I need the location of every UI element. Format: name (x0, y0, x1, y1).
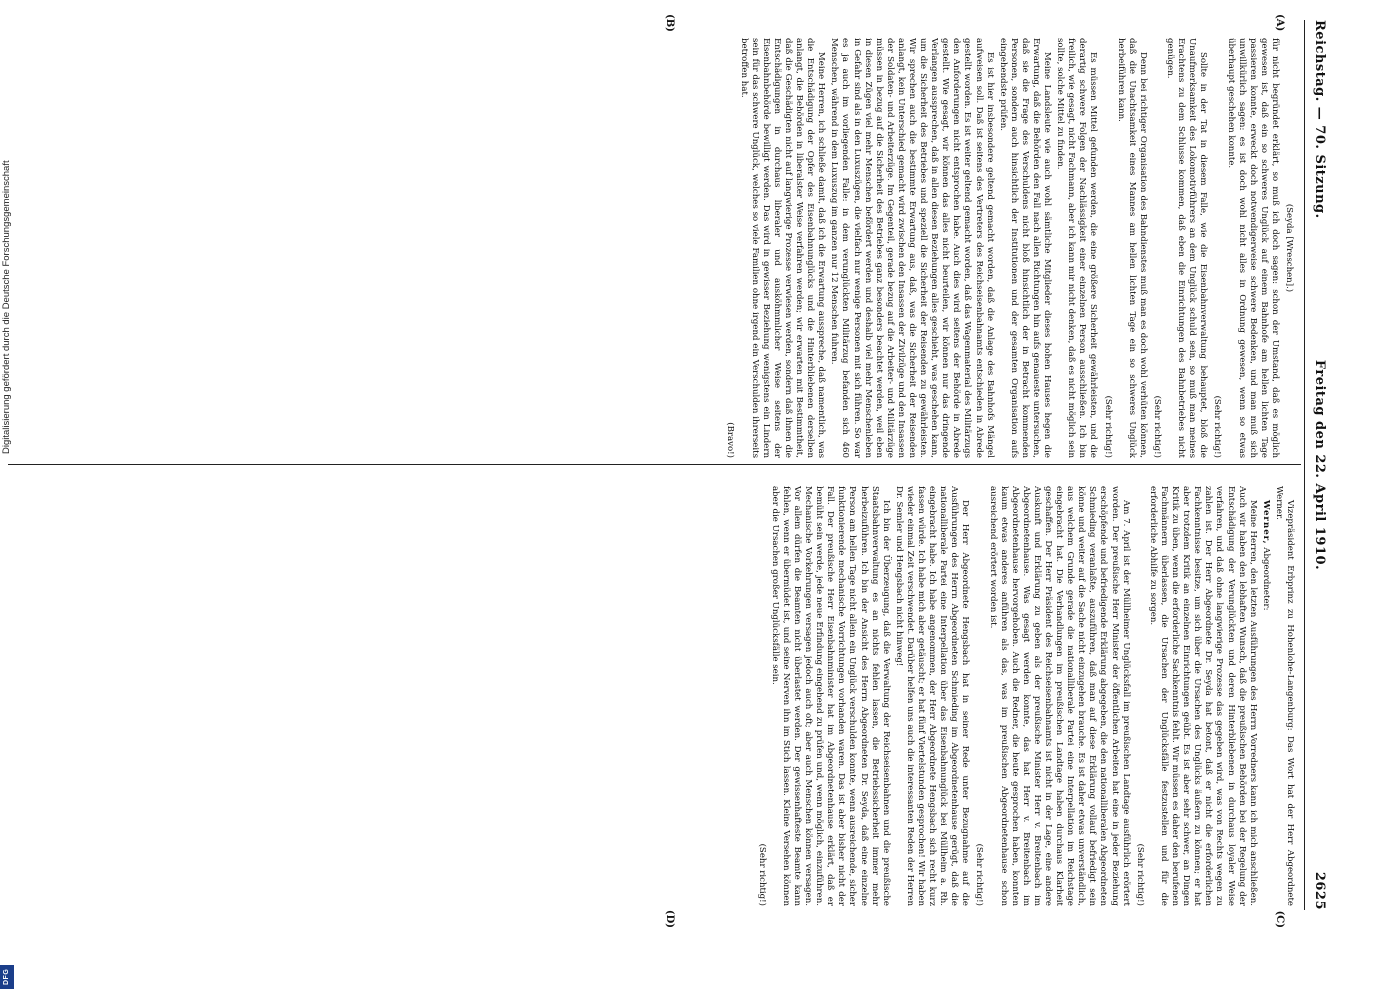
dfg-logo: DFG (0, 965, 14, 989)
reaction: (Sehr richtig!) (1102, 395, 1113, 458)
column-divider (8, 464, 1301, 465)
right-column (12, 486, 1295, 906)
right-paragraph: Am 7. April ist der Müllheimer Unglücksfall im preußischen Landtage ausführlich erörtert worden. Der preußische Herr Minister der öffentlichen Arbeiten hat eine in jeder Beziehung erschöpfende und befriedigende Erklärung abgegeben, die den nationalliberalen Abgeordneten Schmieding veranlaßte, auszuführen, daß man auf diese Erklärung vollauf befriedigt sein könne und weiter auf die Sache nicht einzugehen brauche. Es ist daher etwas unverständlich, aus welchem Grunde gerade die nationalliberale Partei eine Interpellation im Reichstage eingebracht hat. Die Verhandlungen im preußischen Landtage haben durchaus Klarheit geschaffen. Der Herr Präsident des Reichseisenbahnamts ist nicht in der Lage, eine andere Auskunft und Erklärung zu geben als der preußische Minister Herr v. Breitenbach im Abgeordnetenhause. Was gesagt werden konnte, das hat Herr v. Breitenbach im Abgeordnetenhause hervorgehoben. Auch die Redner, die heute gesprochen haben, konnten kaum etwas anderes anführen als das, was im preußischen Abgeordnetenhause schon ausreichend erörtert worden ist. (987, 486, 1131, 906)
margin-mark-b: (B) (664, 14, 675, 32)
right-paragraph: Meine Herren, den letzten Ausführungen des Herrn Vorredners kann ich mich anschließen. Auch wir haben den lebhaften Wunsch, daß die preußischen Behörden bei der Regelung der Entschädigung der Verunglückten und deren Hinterbliebenen in durchaus loyaler Weise verfahren, und daß ohne langwierige Prozesse das gegeben wird, was von Rechts wegen zu zahlen ist. Der Herr Abgeordnete Dr. Seyda hat betont, daß er nicht die erforderlichen Fachkenntnisse besitze, um sich über die Ursachen des Unglücks äußern zu können; er hat aber trotzdem Kritik an einzelnen Einrichtungen geübt. Es ist aber sehr schwer, an Dingen Kritik zu üben, wenn die erforderliche Sachkenntnis fehlt. Wir müssen es daher den berufenen Fachmännern überlassen, die Ursachen der Unglücksfälle festzustellen und für die erforderliche Abhilfe zu sorgen. (1147, 486, 1258, 906)
digitization-note: Digitalisierung gefördert durch die Deutsche Forschungsgemeinschaft (1, 160, 12, 454)
right-paragraph: Der Herr Abgeordnete Hengsbach hat in seiner Rede unter Bezugnahme auf die Ausführungen des Herrn Abgeordneten Schmieding im Abgeordnetenhause gerügt, daß die nationalliberale Partei eine Interpellation über das Eisenbahnunglück bei Müllheim a. Rh. eingebracht habe. Ich habe angenommen, der Herr Abgeordnete Hengsbach sich recht kurz fassen würde. Ich habe mich aber getäuscht; er hat fünf Viertelstunden gesprochen! Wir haben wieder einmal Zeit verschwendet. Darüber helfen uns auch die interessanten Reden der Herren Dr. Semler und Hengsbach nicht hinweg! (893, 486, 971, 906)
margin-mark-c: (C) (1274, 910, 1285, 928)
speaker-tag: (Seyda [Wreschen].) (1284, 203, 1294, 293)
left-paragraph: Meine Herren, ich schließe damit, daß ich die Erwartung ausspreche, daß namentlich, was die Entschädigung der Opfer des Eisenbahnunglücks und die Hinterbliebenen derselben anlangt, die Behörden in liberalster Weise verfahren werden; wir erwarten mit Bestimmtheit, daß die Geschädigten nicht auf langwierige Prozesse verwiesen werden, sondern daß ihnen die Entschädigungen in durchaus liberaler und ausköhmmlicher Weise seitens der Eisenbahnbehörde bewilligt werden. Das wird in gewisser Beziehung wenigstens ein Lindern sein für das schwere Unglück, welches so viele Familien ohne irgend ein Verschulden ihrerseits betroffen hat. (738, 38, 827, 458)
left-paragraph: Meine Landsleute wie auch wohl sämtliche Mitglieder dieses hohen Hauses hegen die Erwartung, daß die Behörden den Fall nach allen Richtungen hin aufs genaueste untersuchen, daß sie die Frage des Verschuldens nicht bloß hinsichtlich der in Betracht kommenden Personen, sondern auch hinsichtlich der Institutionen und der gesamten Organisation aufs eingehendste prüfen. (997, 38, 1053, 458)
reaction: (Sehr richtig!) (974, 843, 985, 906)
page-header (1304, 20, 1327, 910)
left-column (12, 38, 1295, 458)
page-number: 2625 (1312, 871, 1327, 910)
left-paragraph: Es ist hier insbesondere geltend gemacht worden, daß die Anlage des Bahnhofs Mängel aufweisen soll. Daß ist seitens des Vertreters des Reichseisenbahnamts entschieden in Abrede gestellt worden. Es ist weiter geltend gemacht worden, daß das Wagenmaterial des Militärzugs den Anforderungen nicht entsprochen habe. Auch dies wird seitens der Behörde in Abrede gestellt. Wie gesagt, wir können das alles nicht beurteilen, wir können nur das dringende Verlangen aussprechen, daß in allen diesen Beziehungen alles geschieht, was geschehen kann, um die Sicherheit des Betriebes und speziell die Sicherheit der Reisenden zu gewährleisten. Wir sprechen auch die bestimmte Erwartung aus, daß, was die Sicherheit der Reisenden anlangt, kein Unterschied gemacht wird zwischen den Insassen der Zivilzüge und den Insassen der Soldaten- und Arbeiterzüge. Im Gegenteil, gerade bezug auf die Arbeiter- und Militärzüge müssen in bezug auf die Sicherheit des Betriebes ganz besonders beachtet werden, weil eben in diesen Zügen viel mehr Menschen befördert werden und deshalb viel mehr Menschenleben in Gefahr sind als in den Luxuszügen, die vielfach nur wenige Personen mit sich führen. So war es ja auch im vorliegenden Falle: in dem verunglückten Militärzug befanden sich 460 Menschen, während in dem Luxuszug im ganzen nur 12 Menschen fuhren. (829, 38, 995, 458)
werner-speech-start (1260, 486, 1271, 906)
left-paragraph: Denn bei richtiger Organisation des Bahndienstes muß man es doch wohl verhüten können, daß die Unachtsamkeit eines Mannes am hellen lichten Tage ein so schweres Unglück herbeiführen kann. (1115, 38, 1148, 458)
vice-president-intro: Vizepräsident Erbprinz zu Hohenlohe-Langenburg: Das Wort hat der Herr Abgeordnete Werner. (1273, 486, 1295, 906)
left-paragraph: für nicht begründet erklärt, so muß ich doch sagen: schon der Umstand, daß es möglich gewesen ist, daß ein so schweres Unglück auf einem Bahnhofe am hellen lichten Tage passieren konnte, erweckt doch notwendigerweise schwere Bedenken, und man muß sich unwillkürlich sagen: es ist doch wohl nicht alles in Ordnung gewesen, wenn so etwas überhaupt geschehen konnte. (1225, 38, 1280, 458)
speaker-role: Abgeordneter: (1260, 544, 1271, 611)
right-paragraph: Ich bin der Überzeugung, daß die Verwaltung der Reichseisenbahnen und die preußische Staatsbahnverwaltung es an nichts fehlen lassen, die Betriebssicherheit immer mehr herbeizuführen. Ich bin der Ansicht des Herrn Abgeordneten Dr. Seyda, daß eine einzelne Person am hellen Tage nicht allein ein Unglück verschulden konnte, wenn ausreichende, sicher funktionierende mechanische Vorrichtungen vorhanden waren. Das ist aber bisher nicht der Fall. Der preußische Herr Eisenbahnminister hat im Abgeordnetenhause erklärt, daß er bemüht sein werde, jede neue Erfindung eingehend zu prüfen und, wenn möglich, einzuführen. Mechanische Vorkehrungen versagen jedoch auch oft; aber auch Menschen können versagen. Vor allem dürfen die Beamten nicht überlastet werden. Der gewissenhafteste Beamte kann fehlen, wenn er übermüdet ist, und seine Nerven ihn im Stich lassen. Kleine Versehen können aber die Ursachen großer Unglücksfälle sein. (769, 486, 891, 906)
margin-mark-d: (D) (664, 909, 675, 928)
header-left: Reichstag. — 70. Sitzung. (1312, 20, 1327, 219)
left-paragraph: Es müssen Mittel gefunden werden, die eine größere Sicherheit gewährleisten, und die derartig schwere Folgen der Nachlässigkeit einer einzelnen Person ausschließen. Ich bin freilich, wie gesagt, nicht Fachmann, aber ich kann mir nicht denken, daß es nicht möglich sein sollte, solche Mittel zu finden. (1055, 38, 1099, 458)
reaction: (Sehr richtig!) (1151, 395, 1162, 458)
reaction: (Sehr richtig!) (1212, 395, 1223, 458)
reaction: (Bravo!) (725, 422, 736, 458)
margin-mark-a: (A) (1274, 14, 1285, 32)
reaction: (Sehr richtig!) (1134, 843, 1145, 906)
reaction: (Sehr richtig!) (756, 843, 767, 906)
speaker-name: Werner, (1260, 500, 1271, 545)
header-center: Freitag den 22. April 1910. (1312, 359, 1327, 571)
left-paragraph: Sollte in der Tat in diesem Falle, wie die Eisenbahnverwaltung behauptet, bloß die Unaufmerksamkeit des Lokomotivführers an dem Unglück schuld sein, so muß man meines Erachtens zu dem Schlusse kommen, daß eben die Einrichtungen des Bahnbetriebes nicht genügen. (1165, 38, 1209, 458)
